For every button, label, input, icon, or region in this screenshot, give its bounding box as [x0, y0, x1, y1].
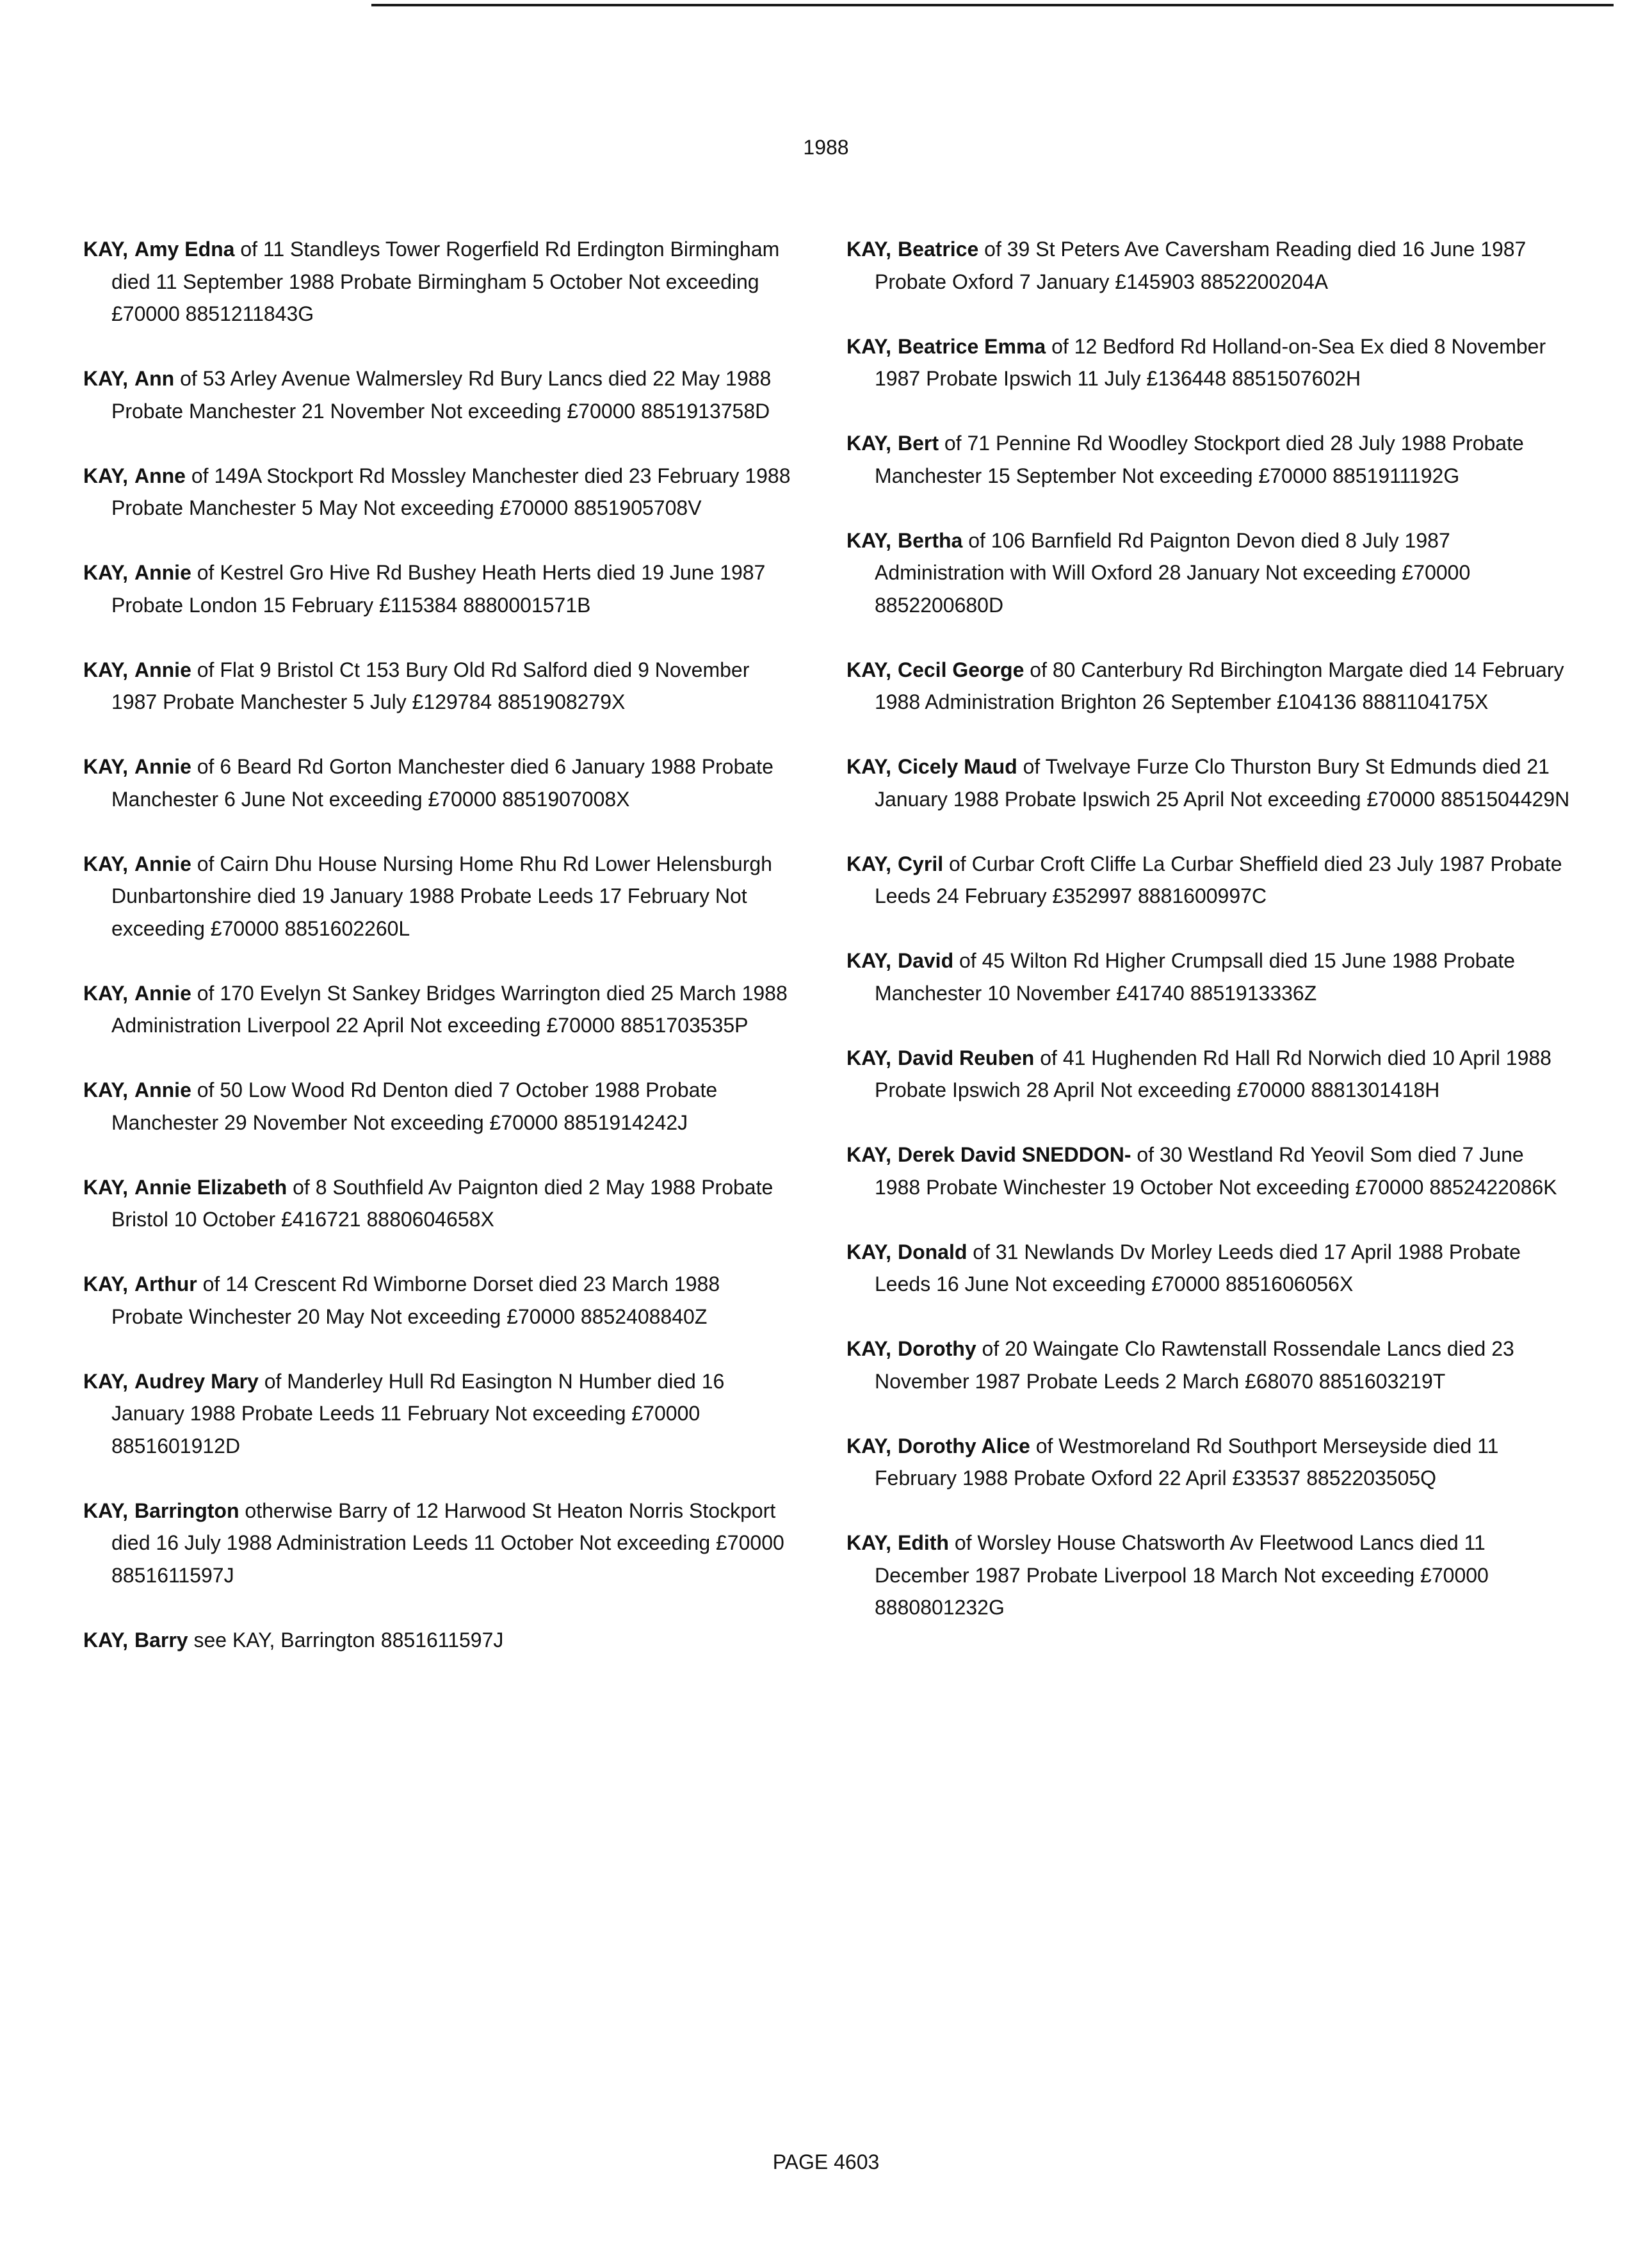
entry [83, 1268, 794, 1333]
entry [83, 1365, 794, 1463]
entry-forenames: David Reuben [897, 1046, 1035, 1069]
entry [846, 945, 1570, 1009]
entry-surname: KAY, [83, 561, 128, 584]
entry [83, 751, 794, 815]
entry-details: of 8 Southfield Av Paignton died 2 May 1988 Probate Bristol 10 October £416721 8880604658X [111, 1175, 773, 1231]
entry-forenames: Beatrice [897, 238, 979, 261]
entry-details: of Cairn Dhu House Nursing Home Rhu Rd Lower Helensburgh Dunbartonshire died 19 January 1988 Probate Leeds 17 February Not exceeding £70000 8851602260L [111, 852, 772, 940]
entry-details: of 6 Beard Rd Gorton Manchester died 6 January 1988 Probate Manchester 6 June Not exceeding £70000 8851907008X [111, 755, 773, 811]
entry-details: of Twelvaye Furze Clo Thurston Bury St Edmunds died 21 January 1988 Probate Ipswich 25 April Not exceeding £70000 8851504429N [875, 755, 1570, 811]
entry-forenames: Derek David SNEDDON- [897, 1143, 1131, 1166]
entry-details: of 80 Canterbury Rd Birchington Margate died 14 February 1988 Administration Brighton 26 September £104136 8881104175X [875, 658, 1564, 713]
entry [846, 1333, 1570, 1397]
entry-details: see KAY, Barrington 8851611597J [193, 1628, 504, 1652]
entry-surname: KAY, [846, 1046, 891, 1069]
entry-forenames: Bert [897, 432, 939, 455]
left-column [83, 233, 794, 1689]
entry [846, 427, 1570, 492]
entry [846, 330, 1570, 395]
entry-surname: KAY, [83, 238, 128, 261]
entry-surname: KAY, [83, 981, 128, 1005]
page-year: 1988 [803, 136, 849, 159]
entry-forenames: Amy Edna [134, 238, 235, 261]
entry [846, 1042, 1570, 1107]
entry [846, 751, 1570, 815]
entry-details: of 45 Wilton Rd Higher Crumpsall died 15 June 1988 Probate Manchester 10 November £41740 8851913336Z [875, 949, 1516, 1005]
entry-forenames: Annie Elizabeth [134, 1175, 287, 1199]
entry-forenames: Annie [134, 658, 191, 681]
entry-details: of Kestrel Gro Hive Rd Bushey Heath Herts died 19 June 1987 Probate London 15 February £115384 8880001571B [111, 561, 766, 617]
entry-details: of 53 Arley Avenue Walmersley Rd Bury Lancs died 22 May 1988 Probate Manchester 21 November Not exceeding £70000 8851913758D [111, 367, 772, 423]
entry-surname: KAY, [846, 1143, 891, 1166]
entry-surname: KAY, [83, 1272, 128, 1296]
entry-surname: KAY, [83, 367, 128, 390]
entry-surname: KAY, [83, 1628, 128, 1652]
entry [846, 233, 1570, 298]
entry-surname: KAY, [83, 464, 128, 487]
entry-surname: KAY, [846, 238, 891, 261]
entry-details: of 50 Low Wood Rd Denton died 7 October 1988 Probate Manchester 29 November Not exceeding £70000 8851914242J [111, 1078, 718, 1134]
entry-details: otherwise Barry of 12 Harwood St Heaton Norris Stockport died 16 July 1988 Administration Leeds 11 October Not exceeding £70000 8851611597J [111, 1499, 784, 1587]
entry-forenames: Annie [134, 852, 191, 875]
entry-surname: KAY, [846, 432, 891, 455]
entry-forenames: Annie [134, 561, 191, 584]
entry-forenames: Ann [134, 367, 175, 390]
entry [83, 1495, 794, 1592]
entry-details: of 170 Evelyn St Sankey Bridges Warrington died 25 March 1988 Administration Liverpool 22 April Not exceeding £70000 8851703535P [111, 981, 788, 1037]
entry-details: of 106 Barnfield Rd Paignton Devon died 8 July 1987 Administration with Will Oxford 28 January Not exceeding £70000 8852200680D [875, 528, 1471, 617]
entry-forenames: Dorothy [897, 1337, 976, 1360]
entry [846, 1430, 1570, 1495]
entry [846, 848, 1570, 913]
entry-forenames: Audrey Mary [134, 1369, 259, 1393]
entry-surname: KAY, [846, 658, 891, 681]
entry-surname: KAY, [846, 1531, 891, 1554]
entry [83, 1074, 794, 1139]
entry-surname: KAY, [846, 1240, 891, 1263]
entry-details: of Westmoreland Rd Southport Merseyside died 11 February 1988 Probate Oxford 22 April £33537 8852203505Q [875, 1434, 1499, 1490]
top-rule [371, 4, 1614, 6]
entry [83, 233, 794, 330]
entry-surname: KAY, [846, 755, 891, 778]
entry-details: of 14 Crescent Rd Wimborne Dorset died 23 March 1988 Probate Winchester 20 May Not exceeding £70000 8852408840Z [111, 1272, 720, 1328]
entry-surname: KAY, [846, 1337, 891, 1360]
entry-surname: KAY, [83, 1078, 128, 1101]
entry-forenames: Annie [134, 981, 191, 1005]
entry-details: of Flat 9 Bristol Ct 153 Bury Old Rd Salford died 9 November 1987 Probate Manchester 5 July £129784 8851908279X [111, 658, 750, 713]
entry-surname: KAY, [846, 852, 891, 875]
page-number: PAGE 4603 [772, 2150, 880, 2173]
entry-forenames: Bertha [897, 528, 963, 552]
entry-forenames: Anne [134, 464, 186, 487]
entry [83, 362, 794, 427]
entry-details: of 30 Westland Rd Yeovil Som died 7 June 1988 Probate Winchester 19 October Not exceeding £70000 8852422086K [875, 1143, 1557, 1199]
entry-forenames: Annie [134, 755, 191, 778]
entry-forenames: Barry [134, 1628, 188, 1652]
entry [846, 1139, 1570, 1203]
entry-details: of 41 Hughenden Rd Hall Rd Norwich died 10 April 1988 Probate Ipswich 28 April Not exceeding £70000 8881301418H [875, 1046, 1551, 1101]
entry [83, 848, 794, 945]
entry [83, 556, 794, 621]
entry-details: of 31 Newlands Dv Morley Leeds died 17 April 1988 Probate Leeds 16 June Not exceeding £70000 8851606056X [875, 1240, 1521, 1296]
entry-forenames: Cyril [897, 852, 944, 875]
entry-surname: KAY, [83, 852, 128, 875]
entry [83, 654, 794, 719]
entry-details: of 39 St Peters Ave Caversham Reading died 16 June 1987 Probate Oxford 7 January £145903 8852200204A [875, 238, 1526, 293]
entry [83, 1624, 794, 1657]
entry-surname: KAY, [83, 658, 128, 681]
entry-details: of 11 Standleys Tower Rogerfield Rd Erdington Birmingham died 11 September 1988 Probate Birmingham 5 October Not exceeding £70000 8851211843G [111, 238, 780, 325]
entry-details: of 149A Stockport Rd Mossley Manchester died 23 February 1988 Probate Manchester 5 May Not exceeding £70000 8851905708V [111, 464, 791, 519]
entry-forenames: Cicely Maud [897, 755, 1017, 778]
entry-forenames: Arthur [134, 1272, 197, 1296]
entry-surname: KAY, [83, 1369, 128, 1393]
entry-details: of Curbar Croft Cliffe La Curbar Sheffield died 23 July 1987 Probate Leeds 24 February £352997 8881600997C [875, 852, 1562, 907]
entry [846, 654, 1570, 719]
entry-surname: KAY, [846, 949, 891, 972]
entry-forenames: Dorothy Alice [897, 1434, 1030, 1458]
entry [83, 977, 794, 1042]
entry-surname: KAY, [83, 1499, 128, 1522]
entry-forenames: Edith [897, 1531, 949, 1554]
entry-details: of Manderley Hull Rd Easington N Humber died 16 January 1988 Probate Leeds 11 February Not exceeding £70000 8851601912D [111, 1369, 725, 1458]
entry-details: of Worsley House Chatsworth Av Fleetwood Lancs died 11 December 1987 Probate Liverpool 18 March Not exceeding £70000 8880801232G [875, 1531, 1489, 1619]
entry-details: of 20 Waingate Clo Rawtenstall Rossendale Lancs died 23 November 1987 Probate Leeds 2 March £68070 8851603219T [875, 1337, 1514, 1393]
entry-surname: KAY, [83, 755, 128, 778]
entry [846, 1527, 1570, 1624]
entry-forenames: Donald [897, 1240, 968, 1263]
entry [846, 524, 1570, 622]
entry-forenames: Annie [134, 1078, 191, 1101]
entry-surname: KAY, [846, 334, 891, 358]
entry-forenames: David [897, 949, 954, 972]
entry-details: of 71 Pennine Rd Woodley Stockport died 28 July 1988 Probate Manchester 15 September Not exceeding £70000 8851911192G [875, 432, 1524, 487]
entry-surname: KAY, [846, 1434, 891, 1458]
entry-forenames: Cecil George [897, 658, 1024, 681]
entry-forenames: Beatrice Emma [897, 334, 1046, 358]
right-column [846, 233, 1570, 1656]
entry [83, 460, 794, 524]
entry [846, 1236, 1570, 1301]
entry [83, 1171, 794, 1236]
entry-details: of 12 Bedford Rd Holland-on-Sea Ex died 8 November 1987 Probate Ipswich 11 July £136448 8851507602H [875, 334, 1546, 390]
entry-forenames: Barrington [134, 1499, 239, 1522]
entry-surname: KAY, [846, 528, 891, 552]
entry-surname: KAY, [83, 1175, 128, 1199]
